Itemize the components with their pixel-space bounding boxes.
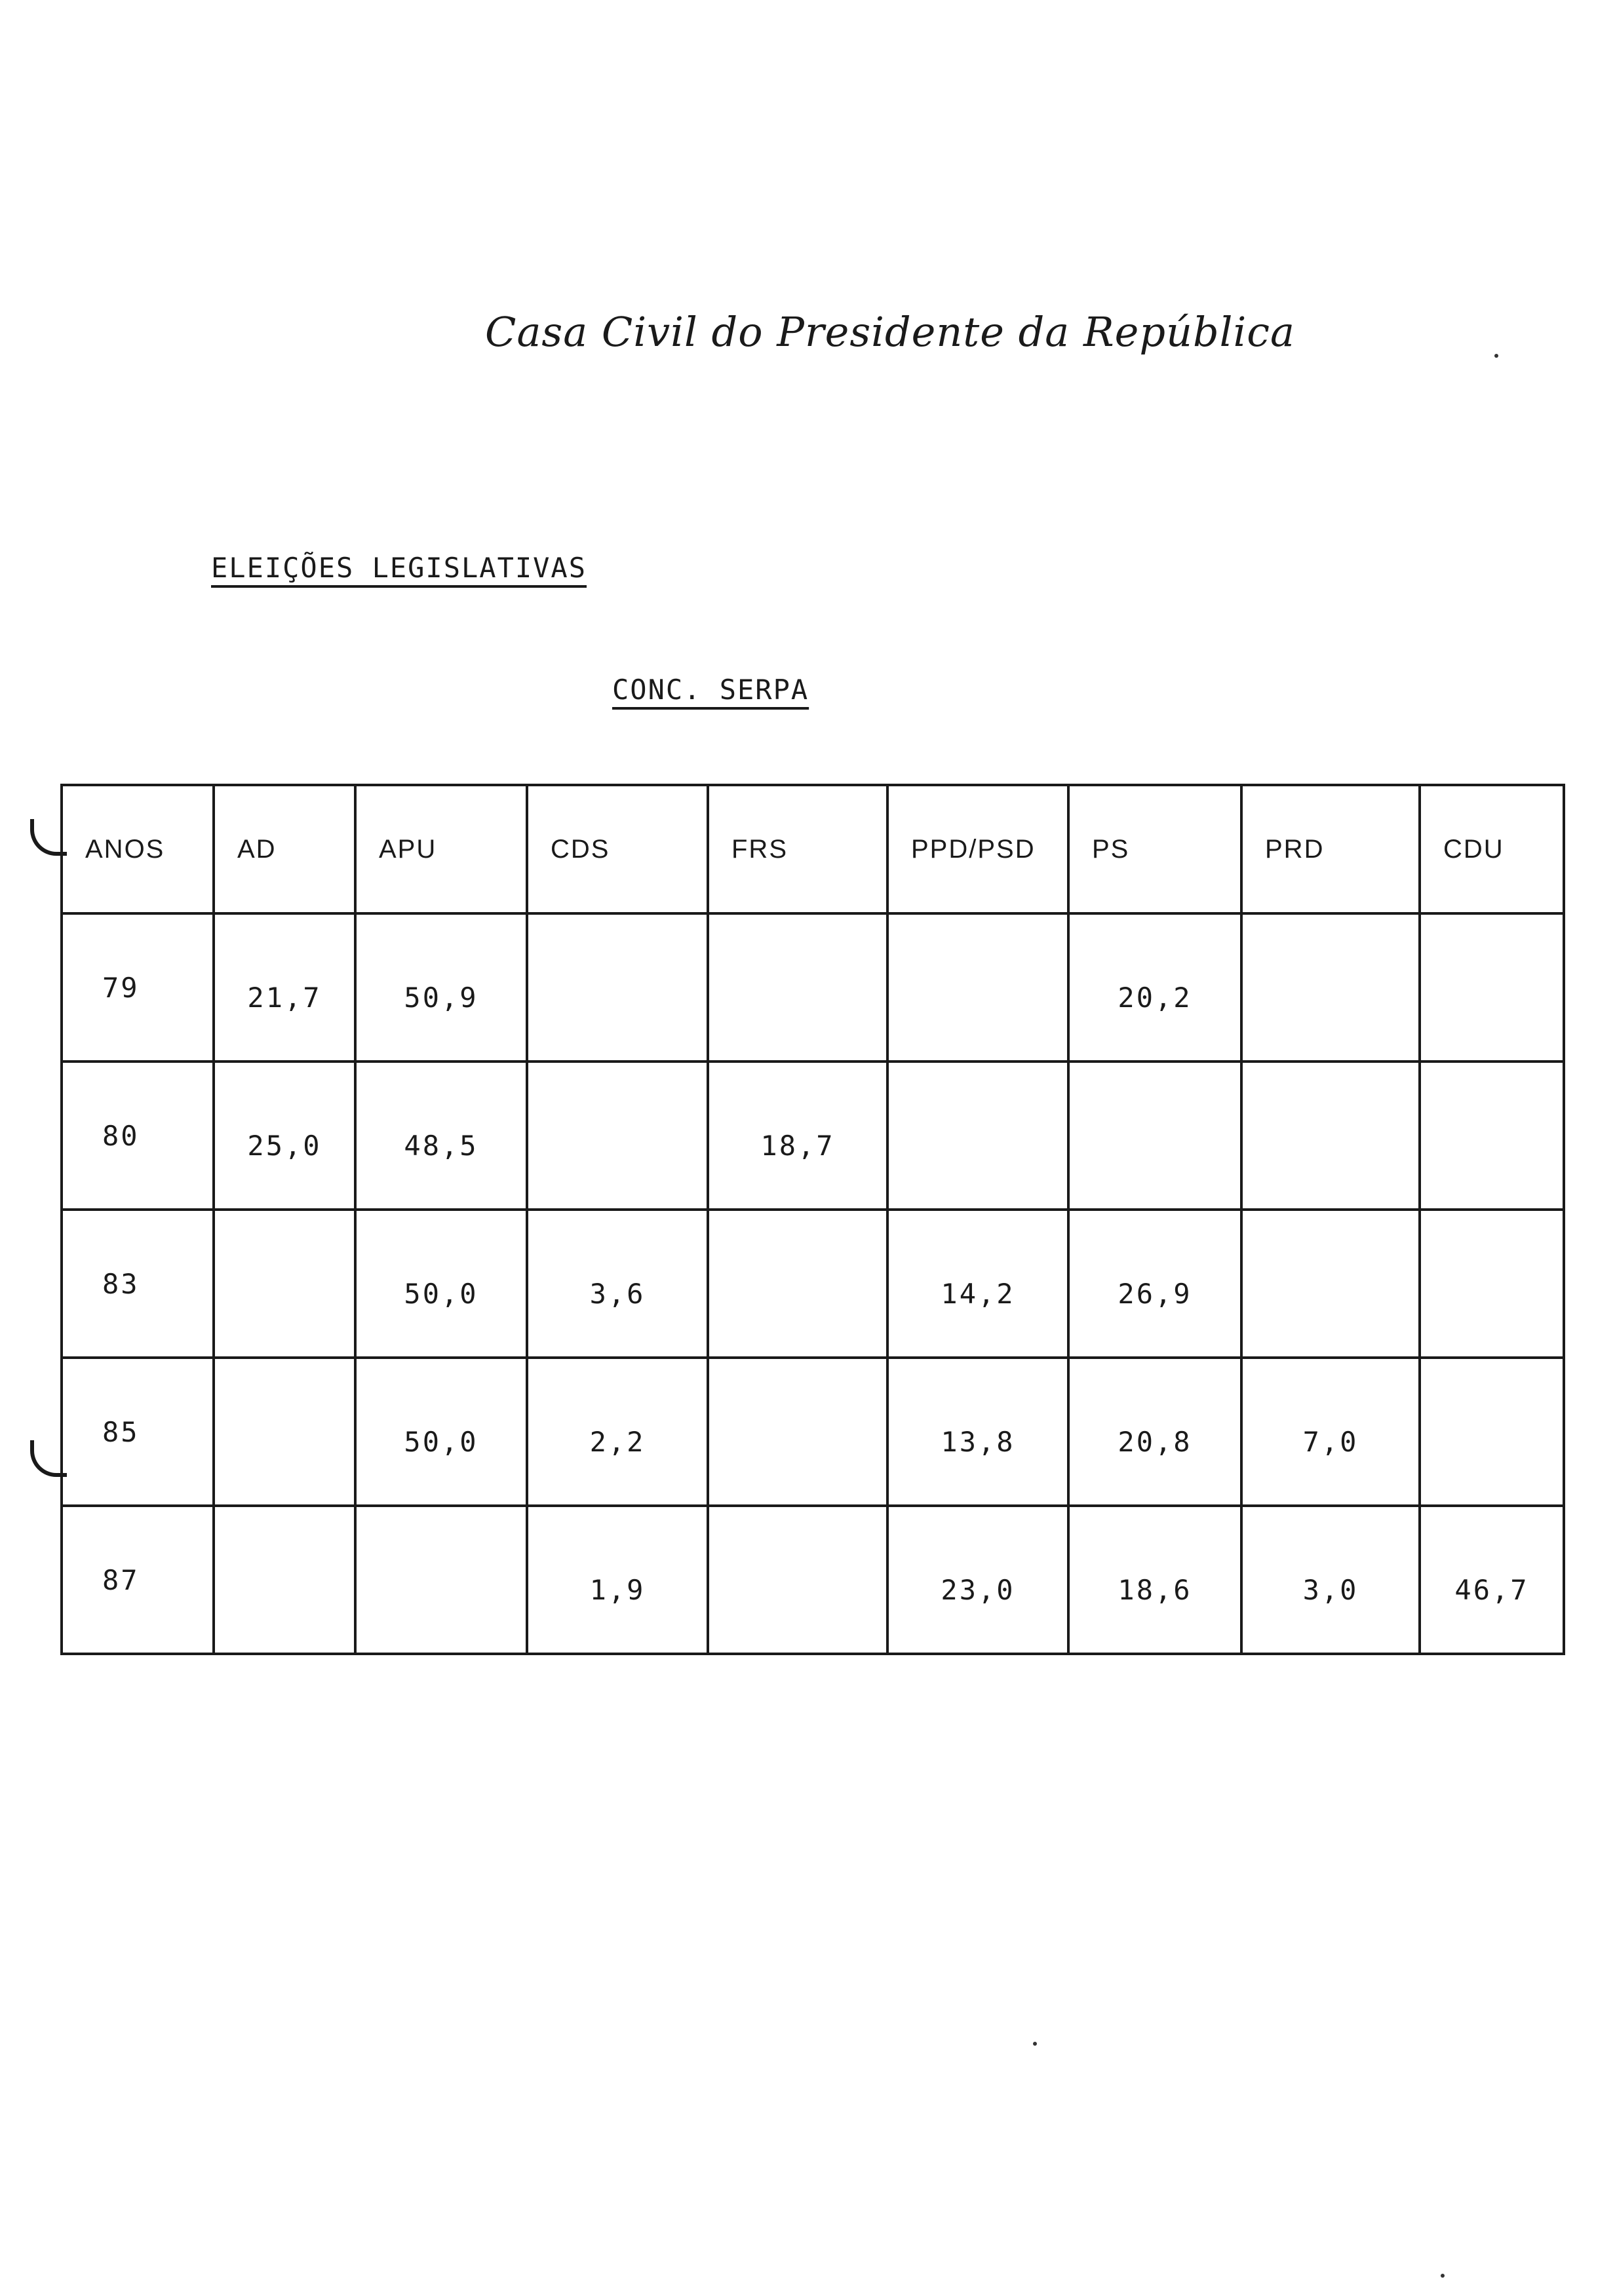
table-cell	[527, 1062, 708, 1210]
table-cell	[887, 913, 1068, 1062]
binder-hole-mark	[30, 819, 67, 856]
column-header: AD	[214, 785, 355, 913]
paper-speck	[1441, 2274, 1445, 2278]
table-row	[62, 913, 1564, 1062]
table-row	[62, 1210, 1564, 1358]
column-header: CDS	[527, 785, 708, 913]
table-row	[62, 1358, 1564, 1506]
table-cell: 21,7	[214, 913, 355, 1062]
table-cell: 1,9	[527, 1506, 708, 1654]
table-row	[62, 1506, 1564, 1654]
table-cell	[355, 1506, 527, 1654]
binder-hole-mark	[30, 1440, 67, 1477]
column-header: ANOS	[62, 785, 214, 913]
table-cell: 18,7	[708, 1062, 887, 1210]
table-cell	[1420, 1210, 1564, 1358]
table-cell: 20,2	[1068, 913, 1241, 1062]
table-cell: 18,6	[1068, 1506, 1241, 1654]
column-header: FRS	[708, 785, 887, 913]
table-cell	[527, 913, 708, 1062]
year-cell: 80	[62, 1062, 214, 1210]
table-cell: 50,0	[355, 1358, 527, 1506]
table-cell: 3,0	[1241, 1506, 1420, 1654]
table-cell: 46,7	[1420, 1506, 1564, 1654]
table-cell: 25,0	[214, 1062, 355, 1210]
table-cell	[1068, 1062, 1241, 1210]
document-subtitle: CONC. SERPA	[612, 674, 809, 706]
table-cell	[1420, 1062, 1564, 1210]
table-cell	[708, 913, 887, 1062]
table-cell: 23,0	[887, 1506, 1068, 1654]
election-results-table	[60, 784, 1565, 1655]
table-cell	[214, 1358, 355, 1506]
year-cell: 79	[62, 913, 214, 1062]
table-cell	[708, 1210, 887, 1358]
table-cell: 14,2	[887, 1210, 1068, 1358]
year-cell: 83	[62, 1210, 214, 1358]
table-cell: 20,8	[1068, 1358, 1241, 1506]
table-cell	[708, 1358, 887, 1506]
table-cell: 13,8	[887, 1358, 1068, 1506]
document-title: ELEIÇÕES LEGISLATIVAS	[211, 552, 587, 584]
column-header: APU	[355, 785, 527, 913]
paper-speck	[1494, 354, 1498, 358]
table-cell	[1241, 1210, 1420, 1358]
table-cell	[1420, 913, 1564, 1062]
column-header: PRD	[1241, 785, 1420, 913]
paper-speck	[1033, 2042, 1037, 2046]
table-cell	[887, 1062, 1068, 1210]
table-cell: 26,9	[1068, 1210, 1241, 1358]
column-header: PPD/PSD	[887, 785, 1068, 913]
table-header-row	[62, 785, 1564, 913]
year-cell: 85	[62, 1358, 214, 1506]
table-cell: 2,2	[527, 1358, 708, 1506]
table-cell	[214, 1210, 355, 1358]
letterhead: Casa Civil do Presidente da República	[485, 308, 1295, 356]
table-cell	[1420, 1358, 1564, 1506]
column-header: PS	[1068, 785, 1241, 913]
table-cell: 50,0	[355, 1210, 527, 1358]
table-cell	[214, 1506, 355, 1654]
table-cell: 7,0	[1241, 1358, 1420, 1506]
year-cell: 87	[62, 1506, 214, 1654]
table-cell	[1241, 1062, 1420, 1210]
table-cell: 50,9	[355, 913, 527, 1062]
table-cell: 48,5	[355, 1062, 527, 1210]
table-row	[62, 1062, 1564, 1210]
column-header: CDU	[1420, 785, 1564, 913]
table-cell: 3,6	[527, 1210, 708, 1358]
table-cell	[708, 1506, 887, 1654]
table-cell	[1241, 913, 1420, 1062]
